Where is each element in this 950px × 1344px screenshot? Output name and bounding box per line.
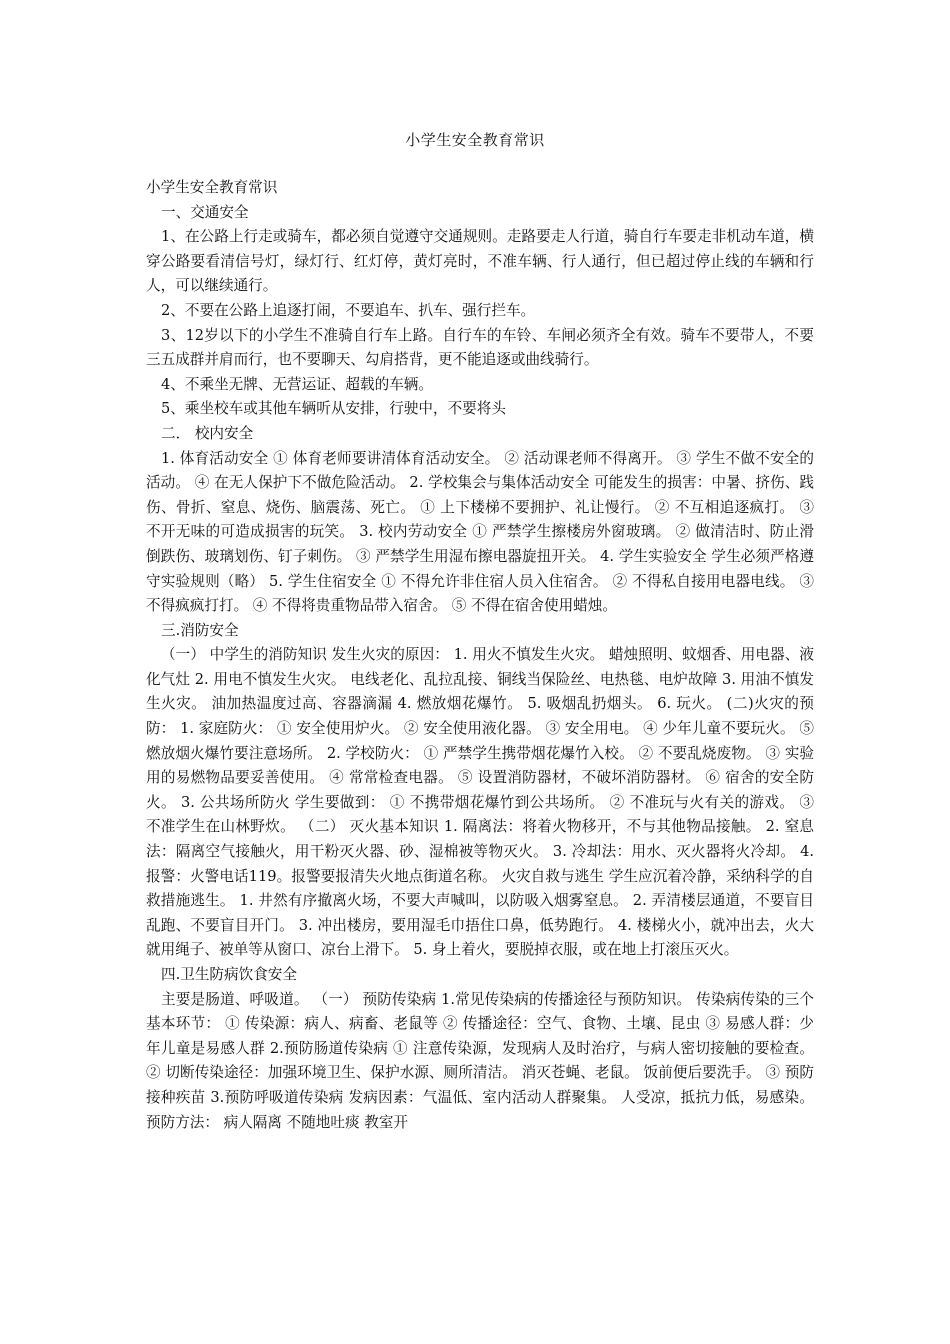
paragraph: 1. 体育活动安全 ① 体育老师要讲清体育活动安全。 ② 活动课老师不得离开。 ③ 学生不做不安全的活动。 ④ 在无人保护下不做危险活动。 2. 学校集会与集体活动安全 可能发生的损害：中暑、挤伤、践伤、骨折、窒息、烧伤、脑震荡、死亡。 ① 上下楼梯不要拥护、礼让慢行。 ② 不互相追逐疯打。 ③ 不开无味的可造成损害的玩笑。 3. 校内劳动安全 ① 严禁学生擦楼房外窗玻璃。 ② 做清洁时、防止滑倒跌伤、玻璃划伤、钉子刺伤。 ③ 严禁学生用湿布擦电器旋扭开关。 4. 学生实验安全 学生必须严格遵守实验规则（略） 5. 学生住宿安全 ① 不得允许非住宿人员入住宿舍。 ② 不得私自接用电器电线。 ③ 不得疯疯打打。 ④ 不得将贵重物品带入宿舍。 ⑤ 不得在宿舍使用蜡烛。 bbox=[146, 449, 814, 615]
section-heading-school: 二． 校内安全 bbox=[161, 424, 254, 442]
paragraph: 5、乘坐校车或其他车辆听从安排，行驶中，不要将头 bbox=[161, 400, 506, 418]
section-heading-fire: 三.消防安全 bbox=[161, 621, 239, 639]
paragraph: 3、12岁以下的小学生不准骑自行车上路。自行车的车铃、车闸必须齐全有效。骑车不要带人，不要三五成群并肩而行，也不要聊天、勾肩搭背，更不能追逐或曲线骑行。 bbox=[146, 326, 814, 369]
paragraph: 1、在公路上行走或骑车，都必须自觉遵守交通规则。走路要走人行道，骑自行车要走非机动车道，横穿公路要看清信号灯，绿灯行、红灯停，黄灯亮时，不准车辆、行人通行，但已超过停止线的车辆和行人，可以继续通行。 bbox=[146, 228, 814, 295]
section-heading-health: 四.卫生防病饮食安全 bbox=[161, 966, 297, 983]
section-heading-traffic: 一、交通安全 bbox=[161, 203, 249, 221]
paragraph: 主要是肠道、呼吸道。 （一） 预防传染病 1.常见传染病的传播途径与预防知识。 传染病传染的三个基本环节： ① 传染源：病人、病畜、老鼠等 ② 传播途径：空气、食物、土壤、昆虫 ③ 易感人群：少年儿童是易感人群 2.预防肠道传染病 ① 注意传染源，发现病人及时治疗，与病人密切接触的要检查。 ② 切断传染途径：加强环境卫生、保护水源、厕所清洁。 消灭苍蝇、老鼠。 饭前便后要洗手。 ③ 预防接种疾苗 3.预防呼吸道传染病 发病因素：气温低、室内活动人群聚集。 人受凉，抵抗力低，易感染。 预防方法： 病人隔离 不随地吐痰 教室开 bbox=[146, 990, 814, 1131]
document-title: 小学生安全教育常识 bbox=[405, 131, 545, 149]
paragraph: 2、不要在公路上追逐打闹，不要追车、扒车、强行拦车。 bbox=[161, 301, 536, 319]
document-body bbox=[146, 176, 814, 1135]
paragraph: （一） 中学生的消防知识 发生火灾的原因： 1. 用火不慎发生火灾。 蜡烛照明、蚊烟香、用电器、液化气灶 2. 用电不慎发生火灾。 电线老化、乱拉乱接、铜线当保险丝、电热毯、电炉故障 3. 用油不慎发生火灾。 油加热温度过高、容器滴漏 4. 燃放烟花爆竹。 5. 吸烟乱扔烟头。 6. 玩火。 (二)火灾的预防： 1. 家庭防火： ① 安全使用炉火。 ② 安全使用液化器。 ③ 安全用电。 ④ 少年儿童不要玩火。 ⑤ 燃放烟火爆竹要注意场所。 2. 学校防火： ① 严禁学生携带烟花爆竹入校。 ② 不要乱烧废物。 ③ 实验用的易燃物品要妥善使用。 ④ 常常检查电器。 ⑤ 设置消防器材，不破坏消防器材。 ⑥ 宿舍的安全防火。 3. 公共场所防火 学生要做到： ① 不携带烟花爆竹到公共场所。 ② 不准玩与火有关的游戏。 ③ 不准学生在山林野炊。 （二） 灭火基本知识 1. 隔离法：将着火物移开，不与其他物品接触。 2. 窒息法：隔离空气接触火，用干粉灭火器、砂、湿棉被等物灭火。 3. 冷却法：用水、灭火器将火冷却。 4. 报警：火警电话119。报警要报清失火地点街道名称。 火灾自救与逃生 学生应沉着冷静，采纳科学的自救措施逃生。 1. 井然有序撤离火场，不要大声喊叫，以防吸入烟雾窒息。 2. 弄清楼层通道，不要盲目乱跑、不要盲目开门。 3. 冲出楼房，要用湿毛巾捂住口鼻，低势跑行。 4. 楼梯火小，就冲出去，火大就用绳子、被单等从窗口、凉台上滑下。 5. 身上着火，要脱掉衣服，或在地上打滚压灭火。 bbox=[146, 646, 814, 959]
body-heading: 小学生安全教育常识 bbox=[146, 179, 278, 196]
paragraph: 4、不乘坐无牌、无营运证、超载的车辆。 bbox=[161, 375, 433, 393]
